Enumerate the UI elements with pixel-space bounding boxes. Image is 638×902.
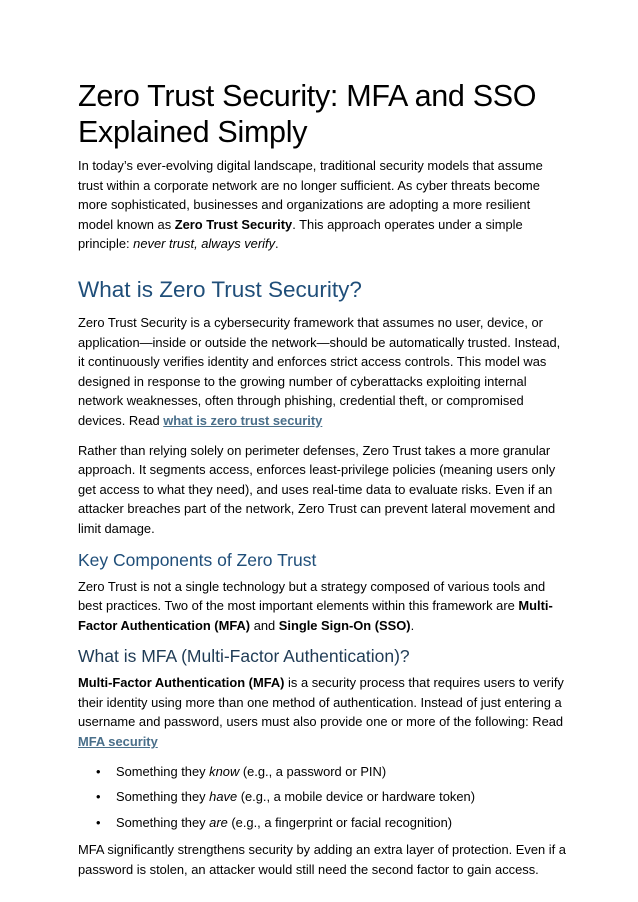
bullet-icon: • [96, 789, 101, 805]
intro-bold-term: Zero Trust Security [174, 216, 293, 232]
mfa-bold-term: Multi-Factor Authentication (MFA) [78, 675, 285, 691]
mfa-paragraph: Multi-Factor Authentication (MFA) is a security process that requires users to verify their identity using more than one method of authentication. Instead of just entering a username and password, users must also provide one or more of the following: Read MFA security [78, 675, 564, 750]
link-mfa-security[interactable]: MFA security [78, 734, 158, 750]
bullet-icon: • [96, 814, 101, 830]
components-bold-sso: Single Sign-On (SSO) [278, 617, 411, 633]
heading-what-is-mfa: What is MFA (Multi-Factor Authentication)? [78, 646, 410, 667]
mfa-factor-list [78, 762, 566, 833]
document-title: Zero Trust Security: MFA and SSO Explained Simply [78, 79, 537, 149]
list-item: • Something they have (e.g., a mobile device or hardware token) [78, 787, 566, 807]
heading-what-is-zero-trust: What is Zero Trust Security? [78, 276, 362, 302]
intro-italic-principle: never trust, always verify [133, 236, 276, 252]
what-paragraph-2: Rather than relying solely on perimeter defenses, Zero Trust takes a more granular approach. It segments access, enforces least-privilege policies (meaning users only get access to what they need), and uses real-time data to evaluate risks. Even if an attacker breaches part of the network, Zero Trust can prevent lateral movement and limit damage. [78, 442, 556, 536]
components-bold-mfa: Multi-Factor Authentication (MFA) [78, 598, 553, 633]
components-paragraph: Zero Trust is not a single technology but a strategy composed of various tools and best practices. Two of the most important elements within this framework are Multi-Factor Authentication (MFA) and Single Sign-On (SSO). [78, 578, 553, 633]
list-item: • Something they are (e.g., a fingerprint or facial recognition) [78, 813, 566, 833]
link-what-is-zero-trust[interactable]: what is zero trust security [163, 412, 323, 428]
heading-key-components: Key Components of Zero Trust [78, 549, 317, 570]
mfa-closing-paragraph: MFA significantly strengthens security by adding an extra layer of protection. Even if a password is stolen, an attacker would still need the second factor to gain access. [78, 842, 566, 878]
list-item: • Something they know (e.g., a password or PIN) [78, 762, 566, 782]
intro-paragraph: In today’s ever-evolving digital landscape, traditional security models that assume trust within a corporate network are no longer sufficient. As cyber threats become more sophisticated, businesses and organizations are adopting a more resilient model known as Zero Trust Security. This approach operates under a simple principle: never trust, always verify. [78, 158, 543, 252]
bullet-icon: • [96, 763, 101, 779]
what-paragraph-1: Zero Trust Security is a cybersecurity framework that assumes no user, device, or application—inside or outside the network—should be automatically trusted. Instead, it continuously verifies identity and enforces strict access controls. This model was designed in response to the growing number of cyberattacks exploiting internal network weaknesses, often through phishing, credential theft, or compromised devices. Read what is zero trust security [78, 314, 561, 428]
